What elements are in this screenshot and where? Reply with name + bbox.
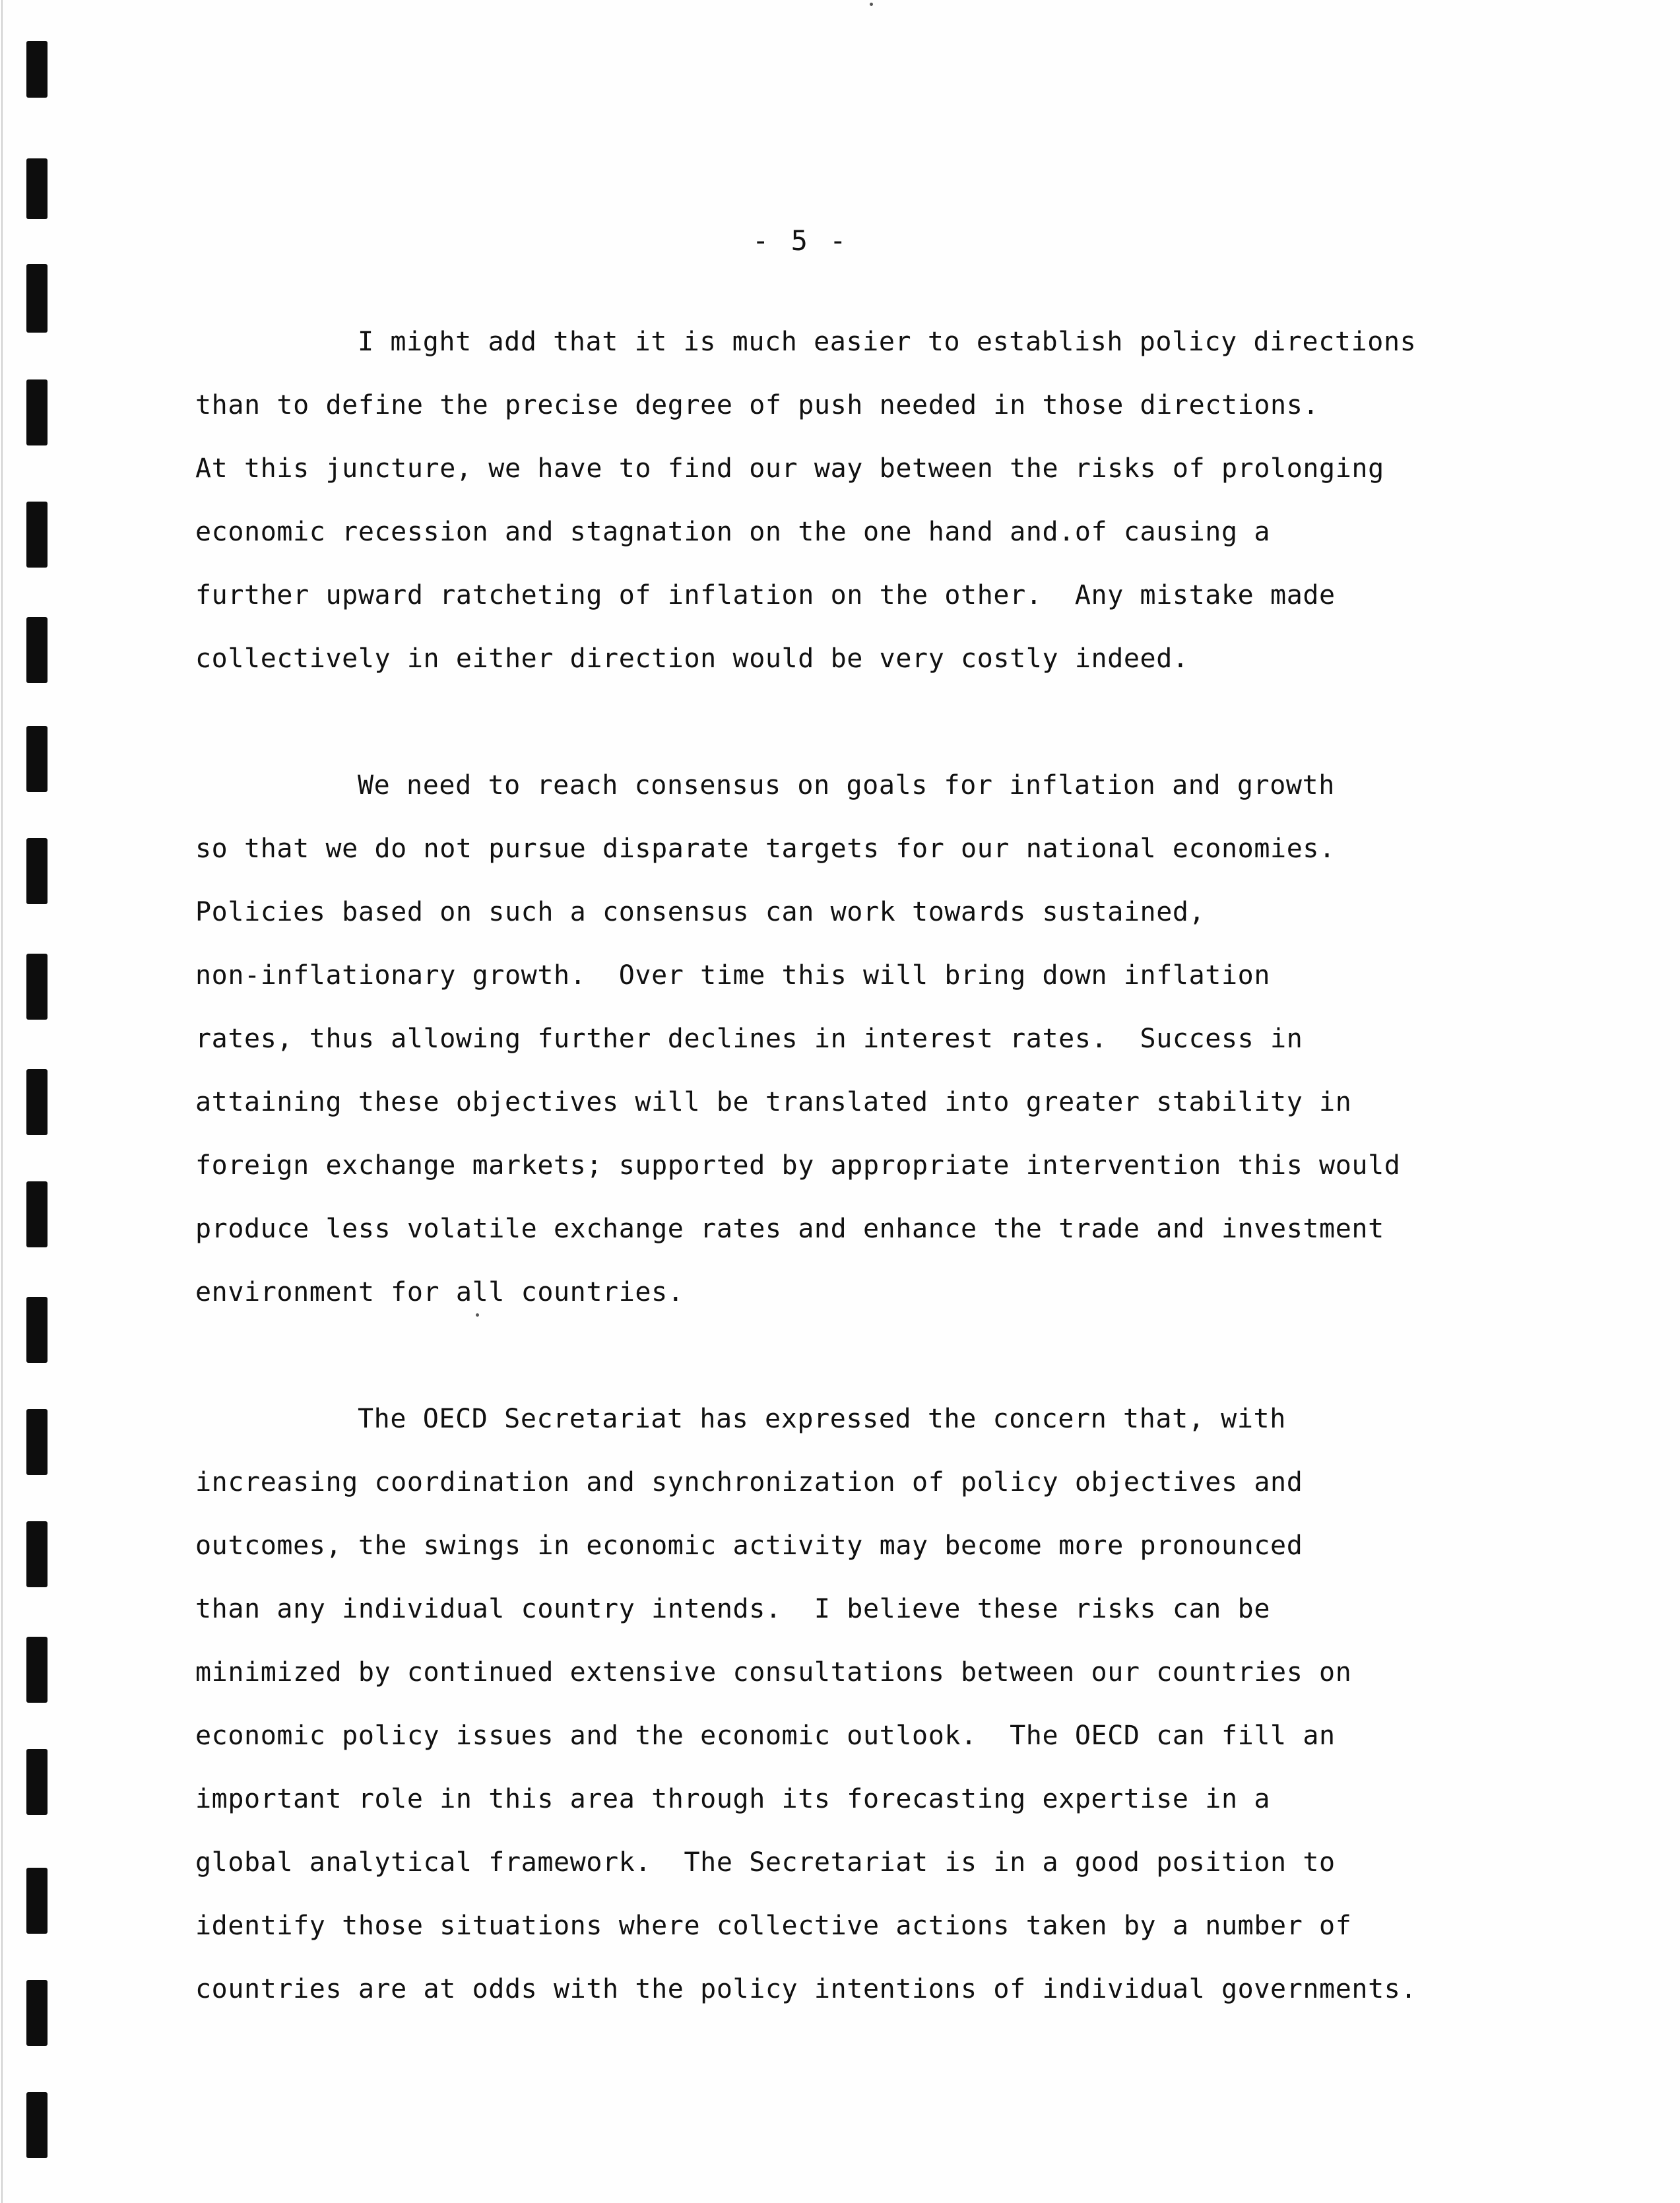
binding-mark xyxy=(26,1637,48,1703)
binding-mark xyxy=(26,502,48,568)
binding-mark xyxy=(26,264,48,333)
binding-mark xyxy=(26,726,48,792)
text-line: The OECD Secretariat has expressed the concern that, with xyxy=(358,1404,1286,1434)
paragraph-2 xyxy=(195,754,1449,1324)
text-line: Policies based on such a consensus can work towards sustained, xyxy=(195,897,1206,927)
text-line: increasing coordination and synchronization of policy objectives and xyxy=(195,1467,1303,1497)
binding-mark xyxy=(26,1409,48,1475)
binding-mark xyxy=(26,1297,48,1363)
text-line: foreign exchange markets; supported by appropriate intervention this would xyxy=(195,1150,1401,1181)
text-line: global analytical framework. The Secretariat is in a good position to xyxy=(195,1847,1336,1878)
text-line: minimized by continued extensive consultations between our countries on xyxy=(195,1657,1352,1688)
binding-mark xyxy=(26,2092,48,2158)
paragraph-spacer xyxy=(195,690,1449,754)
page-number: - 5 - xyxy=(752,224,849,257)
text-line: identify those situations where collective actions taken by a number of xyxy=(195,1911,1352,1941)
text-line: I might add that it is much easier to establish policy directions xyxy=(358,327,1417,357)
binding-mark xyxy=(26,617,48,683)
binding-marks xyxy=(26,0,53,2203)
binding-mark xyxy=(26,1521,48,1587)
binding-mark xyxy=(26,1749,48,1815)
text-line: economic policy issues and the economic outlook. The OECD can fill an xyxy=(195,1721,1336,1751)
text-line: environment for all countries. xyxy=(195,1277,684,1307)
text-line: economic recession and stagnation on the one hand and.of causing a xyxy=(195,517,1271,547)
scan-edge-rule xyxy=(1,0,3,2203)
text-line: countries are at odds with the policy intentions of individual governments. xyxy=(195,1974,1417,2004)
binding-mark xyxy=(26,1069,48,1135)
text-line: further upward ratcheting of inflation on the other. Any mistake made xyxy=(195,580,1336,610)
text-line: rates, thus allowing further declines in interest rates. Success in xyxy=(195,1024,1303,1054)
text-line: outcomes, the swings in economic activity may become more pronounced xyxy=(195,1530,1303,1561)
binding-mark xyxy=(26,1980,48,2046)
text-line: so that we do not pursue disparate targets for our national economies. xyxy=(195,834,1336,864)
binding-mark xyxy=(26,158,48,219)
document-body xyxy=(195,310,1449,2021)
text-line: We need to reach consensus on goals for inflation and growth xyxy=(358,770,1335,801)
binding-mark xyxy=(26,1181,48,1247)
text-line: attaining these objectives will be translated into greater stability in xyxy=(195,1087,1352,1117)
text-line: produce less volatile exchange rates and enhance the trade and investment xyxy=(195,1214,1384,1244)
paragraph-1 xyxy=(195,310,1449,690)
binding-mark xyxy=(26,838,48,904)
binding-mark xyxy=(26,1868,48,1934)
text-line: than to define the precise degree of push needed in those directions. xyxy=(195,390,1320,420)
paragraph-3 xyxy=(195,1387,1449,2021)
text-line: non-inflationary growth. Over time this will bring down inflation xyxy=(195,960,1271,991)
text-line: collectively in either direction would be very costly indeed. xyxy=(195,643,1189,674)
binding-mark xyxy=(26,954,48,1020)
paragraph-spacer xyxy=(195,1324,1449,1387)
binding-mark xyxy=(26,379,48,445)
text-line: At this juncture, we have to find our way between the risks of prolonging xyxy=(195,453,1384,484)
scan-speck xyxy=(870,3,873,6)
text-line: important role in this area through its forecasting expertise in a xyxy=(195,1784,1271,1814)
text-line: than any individual country intends. I believe these risks can be xyxy=(195,1594,1271,1624)
binding-mark xyxy=(26,41,48,98)
